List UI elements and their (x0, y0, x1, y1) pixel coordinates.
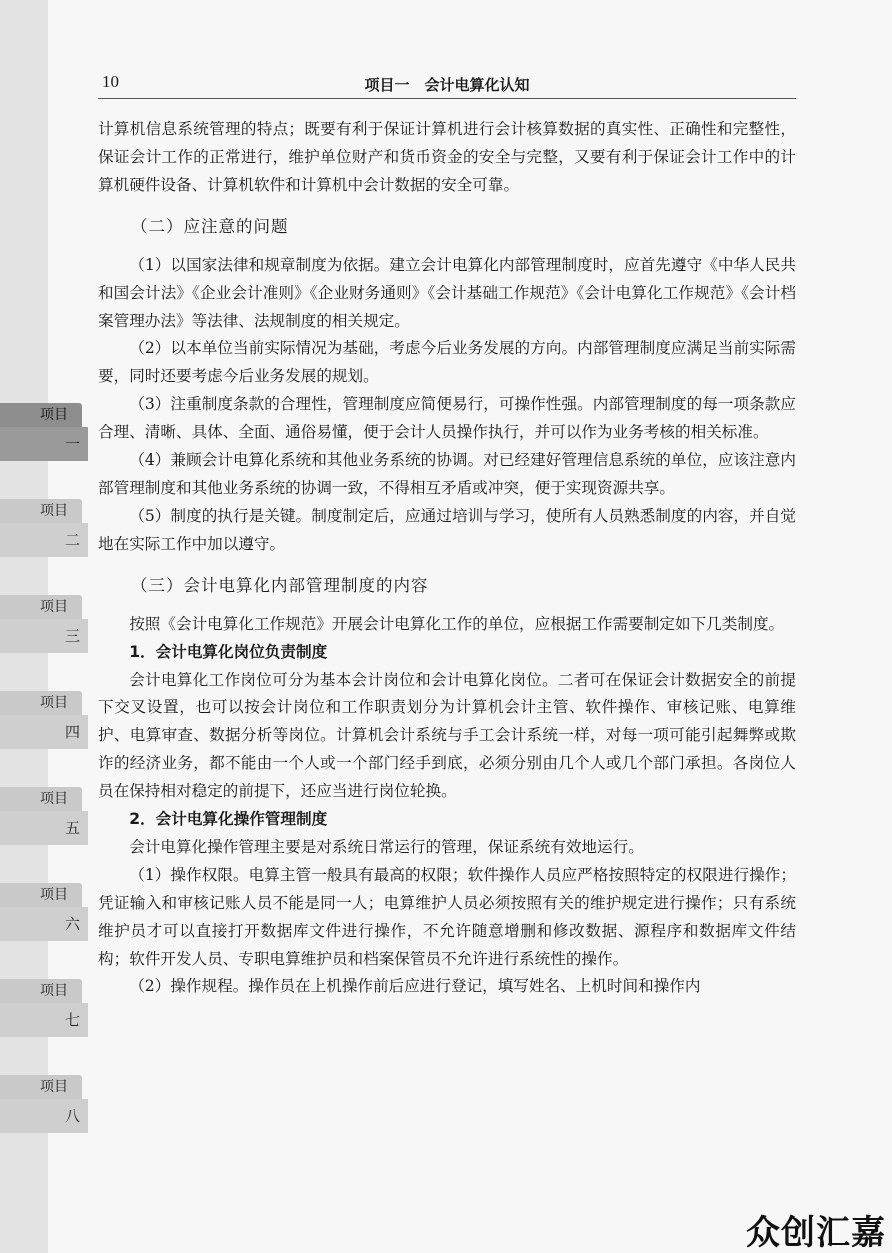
watermark-logo: 众创汇嘉 (746, 1213, 886, 1253)
chapter-tab-number: 二 (0, 523, 88, 557)
chapter-tab-number: 三 (0, 619, 88, 653)
chapter-tab-label: 项目 (0, 979, 82, 1003)
chapter-tab-label: 项目 (0, 403, 82, 427)
chapter-tab-label: 项目 (0, 883, 82, 907)
chapter-tab-number: 八 (0, 1099, 88, 1133)
paragraph: （1）以国家法律和规章制度为依据。建立会计电算化内部管理制度时，应首先遵守《中华人民共和国会计法》《企业会计准则》《企业财务通则》《会计基础工作规范》《会计电算化工作规范》《会计档案管理办法》等法律、法规制度的相关规定。 (98, 255, 796, 330)
running-title: 项目一 会计电算化认知 (364, 76, 530, 94)
subsection-heading: 1．会计电算化岗位负责制度 (129, 642, 328, 661)
paragraph: 会计电算化操作管理主要是对系统日常运行的管理，保证系统有效地运行。 (129, 837, 644, 856)
subsection-heading: 2．会计电算化操作管理制度 (129, 810, 328, 829)
paragraph: 会计电算化工作岗位可分为基本会计岗位和会计电算化岗位。二者可在保证会计数据安全的前提下交叉设置，也可以按会计岗位和工作职责划分为计算机会计主管、软件操作、审核记账、电算维护、电算审查、数据分析等岗位。计算机会计系统与手工会计系统一样，对每一项可能引起舞弊或欺诈的经济业务，都不能由一个人或一个部门经手到底，必须分别由几个人或几个部门承担。各岗位人员在保持相对稳定的前提下，还应当进行岗位轮换。 (98, 670, 796, 801)
chapter-tab-label: 项目 (0, 499, 82, 523)
chapter-tab-8[interactable] (0, 1075, 90, 1133)
paragraph: 计算机信息系统管理的特点；既要有利于保证计算机进行会计核算数据的真实性、正确性和完整性，保证会计工作的正常进行，维护单位财产和货币资金的安全与完整，又要有利于保证会计工作中的计算机硬件设备、计算机软件和计算机中会计数据的安全可靠。 (98, 120, 796, 194)
section-heading: （二）应注意的问题 (131, 216, 289, 236)
chapter-tab-label: 项目 (0, 1075, 82, 1099)
chapter-tab-4[interactable] (0, 691, 90, 749)
paragraph: （1）操作权限。电算主管一般具有最高的权限；软件操作人员应严格按照特定的权限进行操作；凭证输入和审核记账人员不能是同一人；电算维护人员必须按照有关的维护规定进行操作；只有系统维护员才可以直接打开数据库文件进行操作，不允许随意增删和修改数据、源程序和数据库文件结构；软件开发人员、专职电算维护员和档案保管员不允许进行系统性的操作。 (98, 865, 796, 968)
page-number: 10 (102, 72, 119, 91)
chapter-tab-label: 项目 (0, 691, 82, 715)
chapter-tab-number: 六 (0, 907, 88, 941)
paragraph: （3）注重制度条款的合理性，管理制度应简便易行，可操作性强。内部管理制度的每一项条款应合理、清晰、具体、全面、通俗易懂，便于会计人员操作执行，并可以作为业务考核的相关标准。 (98, 395, 796, 442)
chapter-tab-5[interactable] (0, 787, 90, 845)
page-body (98, 116, 796, 1001)
chapter-tab-label: 项目 (0, 595, 82, 619)
chapter-tab-label: 项目 (0, 787, 82, 811)
paragraph: 按照《会计电算化工作规范》开展会计电算化工作的单位，应根据工作需要制定如下几类制度。 (129, 614, 785, 633)
chapter-tab-3[interactable] (0, 595, 90, 653)
chapter-tab-number: 七 (0, 1003, 88, 1037)
section-heading: （三）会计电算化内部管理制度的内容 (131, 575, 429, 595)
page-header (98, 68, 796, 99)
chapter-tab-7[interactable] (0, 979, 90, 1037)
chapter-tab-1[interactable] (0, 403, 90, 461)
chapter-tab-2[interactable] (0, 499, 90, 557)
chapter-tab-number: 一 (0, 427, 88, 461)
chapter-tab-number: 四 (0, 715, 88, 749)
paragraph: （2）以本单位当前实际情况为基础，考虑今后业务发展的方向。内部管理制度应满足当前实际需要，同时还要考虑今后业务发展的规划。 (98, 339, 796, 386)
paragraph: （4）兼顾会计电算化系统和其他业务系统的协调。对已经建好管理信息系统的单位，应该注意内部管理制度和其他业务系统的协调一致，不得相互矛盾或冲突，便于实现资源共享。 (98, 451, 796, 497)
chapter-tab-6[interactable] (0, 883, 90, 941)
chapter-tab-number: 五 (0, 811, 88, 845)
paragraph: （2）操作规程。操作员在上机操作前后应进行登记，填写姓名、上机时间和操作内 (129, 977, 701, 996)
paragraph: （5）制度的执行是关键。制度制定后，应通过培训与学习，使所有人员熟悉制度的内容，并自觉地在实际工作中加以遵守。 (98, 506, 796, 553)
